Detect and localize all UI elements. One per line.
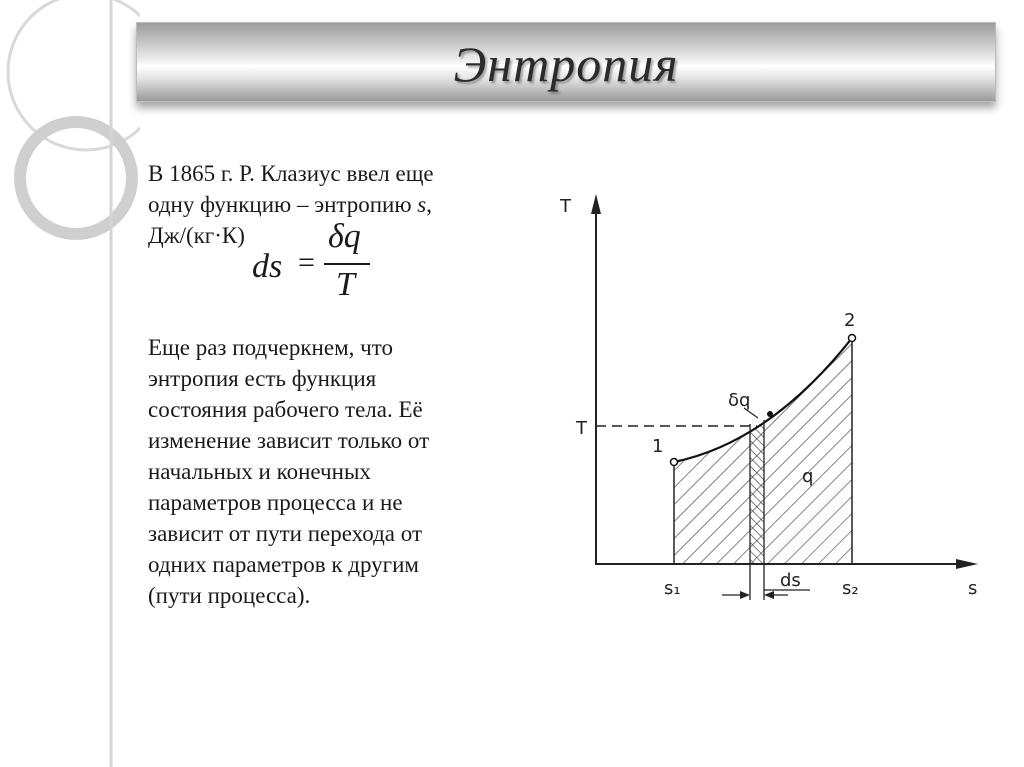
title-banner (136, 22, 996, 102)
x-axis-label: s (968, 578, 978, 599)
formula-equals: = (298, 246, 315, 279)
explanation-line: параметров процесса и не (148, 490, 403, 515)
ds-strip (750, 420, 764, 563)
point-2-marker (849, 335, 856, 342)
point-2-label: 2 (844, 310, 856, 331)
dq-point-marker (767, 411, 773, 417)
formula-fraction-bar (324, 263, 370, 265)
explanation-line: Еще раз подчеркнем, что (148, 335, 393, 360)
entropy-symbol: s (417, 192, 427, 217)
intro-line-2 (148, 189, 528, 220)
intro-line-1: В 1865 г. Р. Клазиус ввел еще (148, 161, 434, 186)
page-title: Энтропия (453, 36, 679, 92)
explanation-paragraph (148, 332, 528, 611)
ds-arrow-left (740, 591, 750, 599)
explanation-line: изменение зависит только от (148, 428, 430, 453)
ts-diagram (540, 180, 1010, 620)
entropy-formula (252, 220, 382, 310)
t-level-label: T (576, 418, 587, 439)
formula-numerator: δq (328, 218, 361, 255)
decorative-rings (0, 0, 140, 767)
intro-line-2-text: одну функцию – энтропию (148, 192, 418, 217)
formula-denominator: T (336, 266, 355, 303)
intro-line-3-units: Дж/(кг·К) (148, 223, 245, 248)
x-axis-arrow (956, 559, 978, 569)
explanation-line: начальных и конечных (148, 459, 371, 484)
formula-lhs: ds (252, 248, 283, 285)
explanation-line: одних параметров к другим (148, 552, 419, 577)
explanation-line: зависит от пути перехода от (148, 521, 422, 546)
ds-arrow-right (764, 591, 774, 599)
y-axis-arrow (591, 194, 601, 214)
point-1-marker (671, 459, 678, 466)
point-1-label: 1 (652, 436, 664, 457)
explanation-line: состояния рабочего тела. Её (148, 397, 423, 422)
dq-label: δq (728, 390, 751, 411)
explanation-line: (пути процесса). (148, 583, 311, 608)
ds-label: ds (780, 570, 801, 591)
y-axis-label: T (560, 196, 571, 217)
intro-line-2-comma: , (426, 192, 432, 217)
deco-ring-thick (20, 122, 132, 234)
explanation-line: энтропия есть функция (148, 366, 377, 391)
q-label: q (802, 466, 814, 487)
s2-label: s₂ (842, 578, 859, 599)
s1-label: s₁ (664, 578, 681, 599)
